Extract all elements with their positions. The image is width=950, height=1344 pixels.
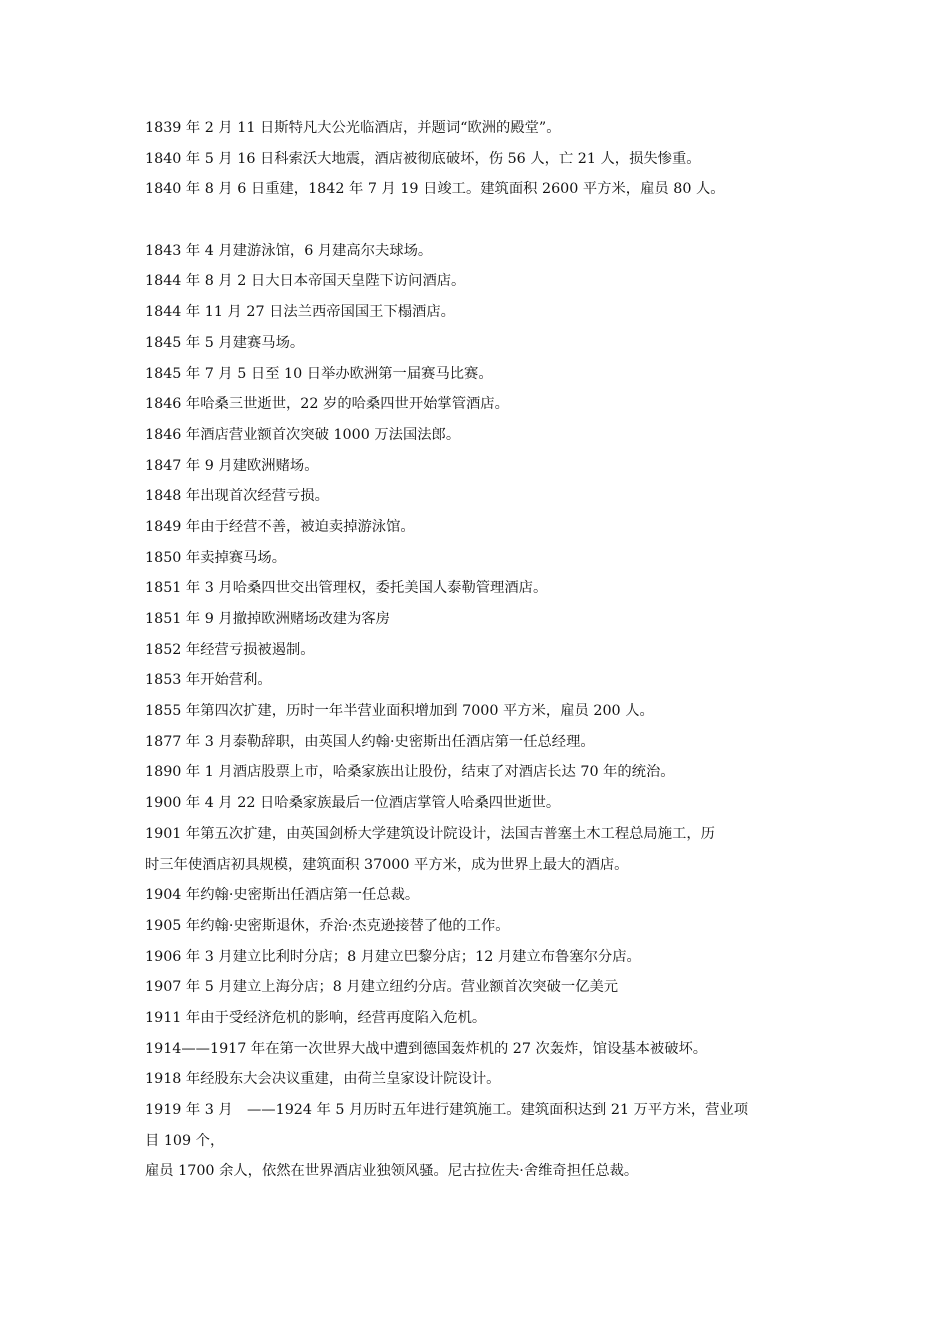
text-line: 1853 年开始营利。 <box>145 672 272 689</box>
text-line: 1918 年经股东大会决议重建，由荷兰皇家设计院设计。 <box>145 1071 501 1088</box>
text-line: 1914——1917 年在第一次世界大战中遭到德国轰炸机的 27 次轰炸，馆设基本被破坏。 <box>145 1040 708 1057</box>
text-line: 1840 年 8 月 6 日重建，1842 年 7 月 19 日竣工。建筑面积 2600 平方米，雇员 80 人。 <box>145 181 725 198</box>
text-line: 1844 年 11 月 27 日法兰西帝国国王下榻酒店。 <box>145 304 455 321</box>
text-line: 1851 年 3 月哈桑四世交出管理权，委托美国人泰勒管理酒店。 <box>145 580 548 597</box>
text-line: 1849 年由于经营不善，被迫卖掉游泳馆。 <box>145 518 415 535</box>
text-line: 1905 年约翰·史密斯退休，乔治·杰克逊接替了他的工作。 <box>145 917 510 934</box>
text-line: 1847 年 9 月建欧洲赌场。 <box>145 457 319 474</box>
text-line: 1890 年 1 月酒店股票上市，哈桑家族出让股份，结束了对酒店长达 70 年的统治。 <box>145 764 675 781</box>
text-line: 1846 年酒店营业额首次突破 1000 万法国法郎。 <box>145 426 461 443</box>
text-line: 1840 年 5 月 16 日科索沃大地震，酒店被彻底破坏，伤 56 人，亡 21 人，损失惨重。 <box>145 150 701 167</box>
text-line: 1901 年第五次扩建，由英国剑桥大学建筑设计院设计，法国吉普塞土木工程总局施工，历 <box>145 825 715 842</box>
text-line: 1845 年 5 月建赛马场。 <box>145 334 305 351</box>
text-line: 1855 年第四次扩建，历时一年半营业面积增加到 7000 平方米，雇员 200 人。 <box>145 703 654 720</box>
text-line: 目 109 个， <box>145 1132 225 1149</box>
text-line: 时三年使酒店初具规模，建筑面积 37000 平方米，成为世界上最大的酒店。 <box>145 856 629 873</box>
blank-line <box>145 205 810 236</box>
text-line: 1848 年出现首次经营亏损。 <box>145 488 329 505</box>
text-line: 1843 年 4 月建游泳馆，6 月建高尔夫球场。 <box>145 242 433 259</box>
text-line: 1845 年 7 月 5 日至 10 日举办欧洲第一届赛马比赛。 <box>145 365 493 382</box>
text-line: 1846 年哈桑三世逝世，22 岁的哈桑四世开始掌管酒店。 <box>145 396 509 413</box>
text-line: 1900 年 4 月 22 日哈桑家族最后一位酒店掌管人哈桑四世逝世。 <box>145 795 561 812</box>
text-line: 雇员 1700 余人，依然在世界酒店业独领风骚。尼古拉佐夫·舍维奇担任总裁。 <box>145 1163 639 1180</box>
text-line: 1844 年 8 月 2 日大日本帝国天皇陛下访问酒店。 <box>145 273 466 290</box>
text-line: 1851 年 9 月撤掉欧洲赌场改建为客房 <box>145 611 390 627</box>
text-line: 1850 年卖掉赛马场。 <box>145 549 287 566</box>
text-line: 1839 年 2 月 11 日斯特凡大公光临酒店，并题词“欧洲的殿堂”。 <box>145 120 561 136</box>
document-body <box>145 113 810 1187</box>
text-line: 1852 年经营亏损被遏制。 <box>145 641 315 658</box>
text-line: 1904 年约翰·史密斯出任酒店第一任总裁。 <box>145 887 420 904</box>
text-line: 1906 年 3 月建立比利时分店；8 月建立巴黎分店；12 月建立布鲁塞尔分店。 <box>145 948 641 965</box>
text-line: 1911 年由于受经济危机的影响，经营再度陷入危机。 <box>145 1009 487 1026</box>
text-line: 1919 年 3 月 ——1924 年 5 月历时五年进行建筑施工。建筑面积达到 21 万平方米，营业项 <box>145 1102 749 1118</box>
text-line: 1907 年 5 月建立上海分店；8 月建立纽约分店。营业额首次突破一亿美元 <box>145 979 619 996</box>
text-line: 1877 年 3 月泰勒辞职，由英国人约翰·史密斯出任酒店第一任总经理。 <box>145 733 595 750</box>
